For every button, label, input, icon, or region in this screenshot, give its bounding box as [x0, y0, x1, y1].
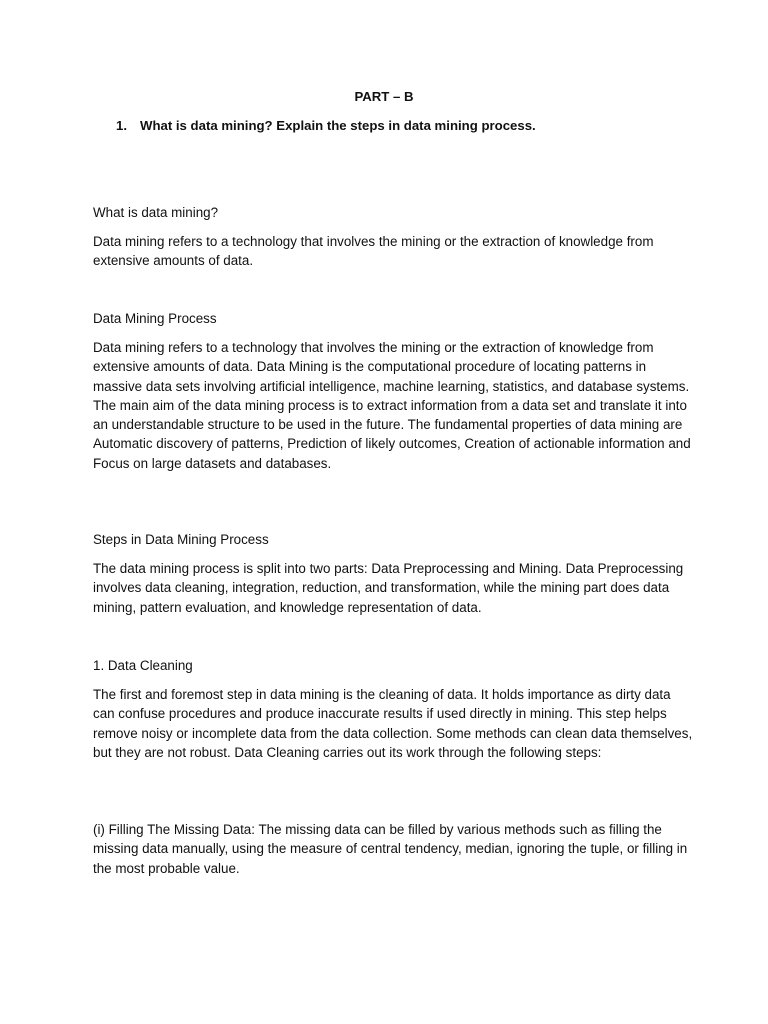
question-number: 1.: [116, 118, 127, 133]
process-heading: Data Mining Process: [93, 311, 217, 326]
steps-body: The data mining process is split into two parts: Data Preprocessing and Mining. Data Preprocessing involves data cleaning, integration, reduction, and transformation, while the mining part does data mining, pattern evaluation, and knowledge representation of data.: [93, 561, 684, 615]
cleaning-body: The first and foremost step in data mining is the cleaning of data. It holds importance as dirty data can confuse procedures and produce inaccurate results if used directly in mining. This step helps remove noisy or incomplete data from the data collection. Some methods can clean data themselves, but they are not robust. Data Cleaning carries out its work through the following steps:: [93, 687, 693, 760]
process-body: Data mining refers to a technology that involves the mining or the extraction of knowledge from extensive amounts of data. Data Mining is the computational procedure of locating patterns in massive data sets involving artificial intelligence, machine learning, statistics, and database systems. The main aim of the data mining process is to extract information from a data set and translate it into an understandable structure to be used in the future. The fundamental properties of data mining are Automatic discovery of patterns, Prediction of likely outcomes, Creation of actionable information and Focus on large datasets and databases.: [93, 340, 691, 471]
what-heading: What is data mining?: [93, 205, 219, 220]
what-body: Data mining refers to a technology that involves the mining or the extraction of knowledge from extensive amounts of data.: [93, 234, 654, 269]
part-heading: PART – B: [354, 89, 414, 104]
steps-heading: Steps in Data Mining Process: [93, 532, 269, 547]
question-heading: [116, 118, 536, 133]
missing-data-body: (i) Filling The Missing Data: The missing data can be filled by various methods such as filling the missing data manually, using the measure of central tendency, median, ignoring the tuple, or filling in the most probable value.: [93, 822, 688, 876]
cleaning-heading: 1. Data Cleaning: [93, 658, 193, 673]
question-text: What is data mining? Explain the steps in data mining process.: [140, 118, 536, 133]
